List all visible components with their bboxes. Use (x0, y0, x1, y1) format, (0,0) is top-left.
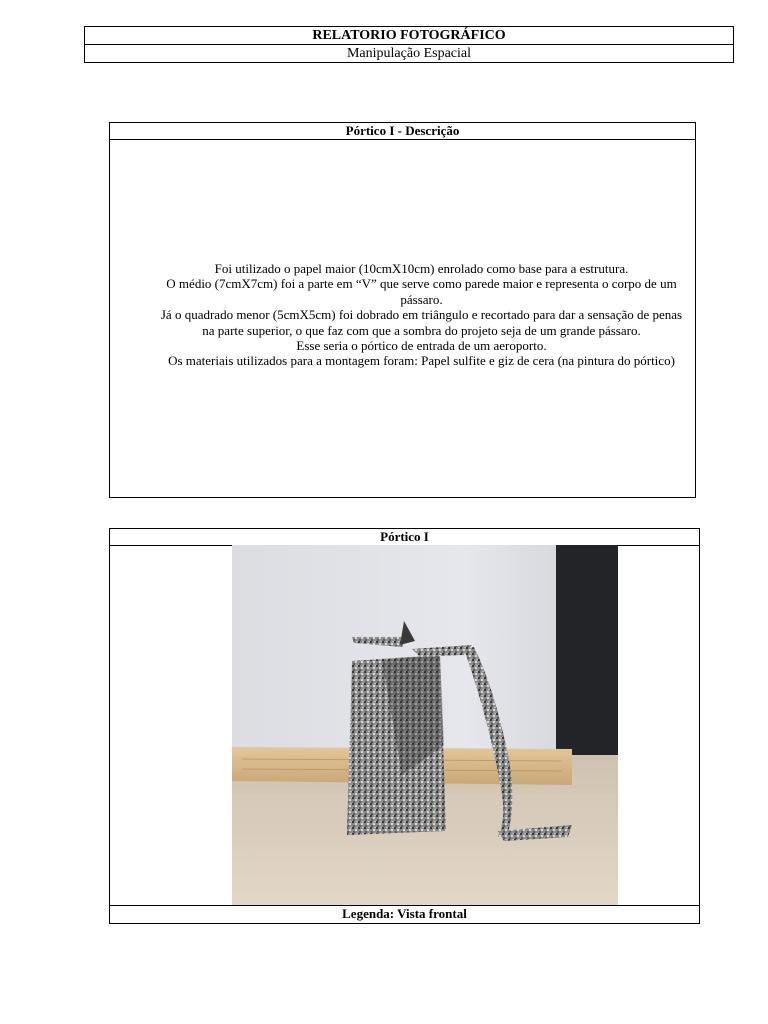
photo-table (109, 528, 700, 924)
portico-photo (232, 545, 618, 906)
description-table (109, 122, 696, 498)
description-text (160, 261, 683, 369)
description-paragraph: Já o quadrado menor (5cmX5cm) foi dobrado em triângulo e recortado para dar a sensação de penas na parte superior, o que faz com que a sombra do projeto seja de um grande pássaro. (160, 307, 683, 338)
photo-heading: Pórtico I (110, 529, 699, 546)
photo-caption: Legenda: Vista frontal (110, 905, 699, 923)
description-paragraph: O médio (7cmX7cm) foi a parte em “V” que serve como parede maior e representa o corpo de um pássaro. (166, 276, 677, 307)
report-subtitle: Manipulação Espacial (346, 46, 471, 61)
report-title: RELATORIO FOTOGRÁFICO (85, 27, 733, 45)
description-paragraph: Os materiais utilizados para a montagem foram: Papel sulfite e giz de cera (na pintura do pórtico) (168, 353, 675, 369)
report-header (84, 26, 734, 63)
description-paragraph: Esse seria o pórtico de entrada de um aeroporto. (296, 338, 547, 354)
description-heading: Pórtico I - Descrição (110, 123, 695, 140)
description-paragraph: Foi utilizado o papel maior (10cmX10cm) enrolado como base para a estrutura. (214, 261, 629, 276)
